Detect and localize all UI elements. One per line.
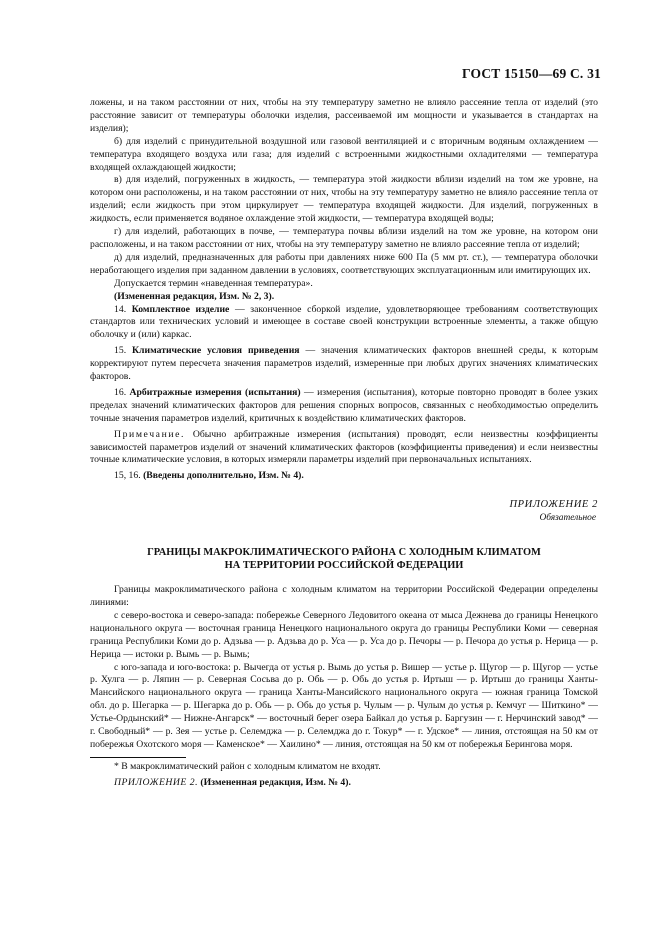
footnote: * В макроклиматический район с холодным климатом не входят.: [114, 760, 381, 772]
clause-14-number: 14.: [114, 303, 127, 315]
amendment-text: (Введены дополнительно, Изм. № 4).: [143, 470, 304, 482]
appendix-title-line-1: ГРАНИЦЫ МАКРОКЛИМАТИЧЕСКОГО РАЙОНА С ХОЛОДНЫМ КЛИМАТОМ: [147, 547, 541, 559]
appendix-status: Обязательное: [539, 513, 596, 524]
paragraph-b: б) для изделий с принудительной воздушной или газовой вентиляцией и с вторичным водяным охлаждением — температура входящего воздуха или газа; для изделий с встроенными жидкостными охладителями — температура входящей охлаждающей жидкости;: [90, 135, 598, 173]
clause-16-text: — измерения (испытания), которые повторно проводят в более узких пределах значений климатических факторов для решения спорных вопросов, связанных с необходимостью определить точные значения параметров изделий, критичных к воздействию климатических факторов.: [90, 386, 598, 424]
clause-16-term: Арбитражные измерения (испытания): [129, 386, 301, 398]
boundary-southwest: с юго-запада и юго-востока: р. Вычегда от устья р. Вымь до устья р. Вишер — устье р. Щугор — р. Щугор — устье р. Хулга — р. Ляпин — р. Северная Сосьва до р. Обь — р. Обь до устья р. Иртыш — р. Иртыш до границы Ханты-Мансийского национального округа — граница Ханты-Мансийского национального округа — южная граница Томской обл. до р. Шегарка — р. Шегарка до р. Обь — р. Обь до устья р. Чулым — р. Чулым до устья р. Кемчуг — Шиткино* — Устье-Ордынский* — Нижне-Ангарск* — восточный берег озера Байкал до устья р. Баргузин — г. Нерчинский завод* — г. Свободный* — р. Зея — устье р. Селемджа — р. Селемджа до г. Токур* — г. Удское* — линия, отстоящая на 50 км от побережья Охотского моря — Каменское* — Хаилино* — линия, отстоящая на 50 км от побережья Берингова моря.: [90, 661, 598, 750]
appendix-amendment: [90, 777, 598, 790]
clause-14-term: Комплектное изделие: [131, 303, 230, 315]
note-paragraph: [90, 429, 598, 468]
amendment-note-2-3: (Измененная редакция, Изм. № 2, 3).: [114, 290, 275, 302]
amendment-clauses: 15, 16.: [114, 470, 141, 482]
footnote-divider: [90, 757, 186, 758]
note-text: Обычно арбитражные измерения (испытания) проводят, если неизвестны коэффициенты зависимостей параметров изделий от значений климатических факторов (коэффициенты приведения) и если неизвестны точные климатические условия, в которых измеряли параметры изделий при первоначальных испытаниях.: [90, 428, 598, 466]
paragraph-term-note: Допускается термин «наведенная температура».: [114, 277, 313, 289]
paragraph-continuation: ложены, и на таком расстоянии от них, чтобы на эту температуру заметно не влияло рассеяние тепла от изделий (это расстояние зависит от температуры оболочки изделия, рассеиваемой им мощности и указывается в стандартах на изделия);: [90, 97, 598, 134]
clause-16: [90, 387, 598, 426]
appendix-amendment-label: ПРИЛОЖЕНИЕ 2.: [114, 776, 198, 788]
paragraph-d: д) для изделий, предназначенных для работы при давлениях ниже 600 Па (5 мм рт. ст.), — температура оболочки неработающего изделия при заданном давлении в условиях, соответствующих эксплуатационным или имитирующих их.: [90, 251, 598, 276]
boundary-northeast: с северо-востока и северо-запада: побережье Северного Ледовитого океана от мыса Дежнева до границы Ненецкого национального округа — восточная граница Ненецкого национального округа до границы Республики Коми — северная граница Республики Коми до р. Адзьва — р. Адзьва до р. Уса — р. Уса до р. Печоры — р. Печора до устья р. Нерица — р. Нерица — истоки р. Вымь — р. Вымь;: [90, 609, 598, 660]
appendix-title-line-2: НА ТЕРРИТОРИИ РОССИЙСКОЙ ФЕДЕРАЦИИ: [224, 560, 464, 572]
clause-14-text: — законченное сборкой изделие, удовлетворяющее требованиям соответствующих стандартов или технических условий и имеющее в составе своей конструкции встроенные элементы, а также общую оболочку и (или) каркас.: [90, 303, 598, 341]
paragraph-v: в) для изделий, погруженных в жидкость, — температура этой жидкости вблизи изделий на том же уровне, на котором они расположены, и на таком расстоянии от них, чтобы на эту температуру заметно не влияло рассеяние тепла от изделий; если жидкость при этом циркулирует — температура входящей жидкости. Для изделий, погруженных в жидкость, если применяется водяное охлаждение этой жидкости, — температура входящей воды;: [90, 174, 598, 225]
clause-15: [90, 345, 598, 384]
clause-15-text: — значения климатических факторов внешней среды, к которым корректируют путем пересчета значения параметров изделий, измеренные при любых других значениях климатических факторов.: [90, 345, 599, 383]
note-label: Примечание.: [114, 428, 186, 440]
appendix-amendment-text: (Измененная редакция, Изм. № 4).: [200, 776, 351, 788]
clause-14: [90, 304, 598, 343]
clause-15-term: Климатические условия приведения: [132, 345, 300, 357]
appendix-label-block: [90, 499, 598, 525]
page-header: ГОСТ 15150—69 С. 31: [462, 66, 601, 81]
amendment-note-4: [90, 470, 598, 483]
clause-16-number: 16.: [114, 386, 127, 398]
paragraph-g: г) для изделий, работающих в почве, — температура почвы вблизи изделий на том же уровне, на котором они расположены, и на таком расстоянии от них, чтобы на эту температуру заметно не влияло рассеяние тепла от изделий;: [90, 226, 598, 250]
appendix-title: [90, 546, 598, 572]
document-body: [90, 97, 598, 790]
appendix-intro: Границы макроклиматического района с холодным климатом на территории Российской Федерации определены линиями:: [90, 584, 598, 608]
appendix-label: ПРИЛОЖЕНИЕ 2: [509, 499, 598, 511]
clause-15-number: 15.: [114, 345, 127, 357]
